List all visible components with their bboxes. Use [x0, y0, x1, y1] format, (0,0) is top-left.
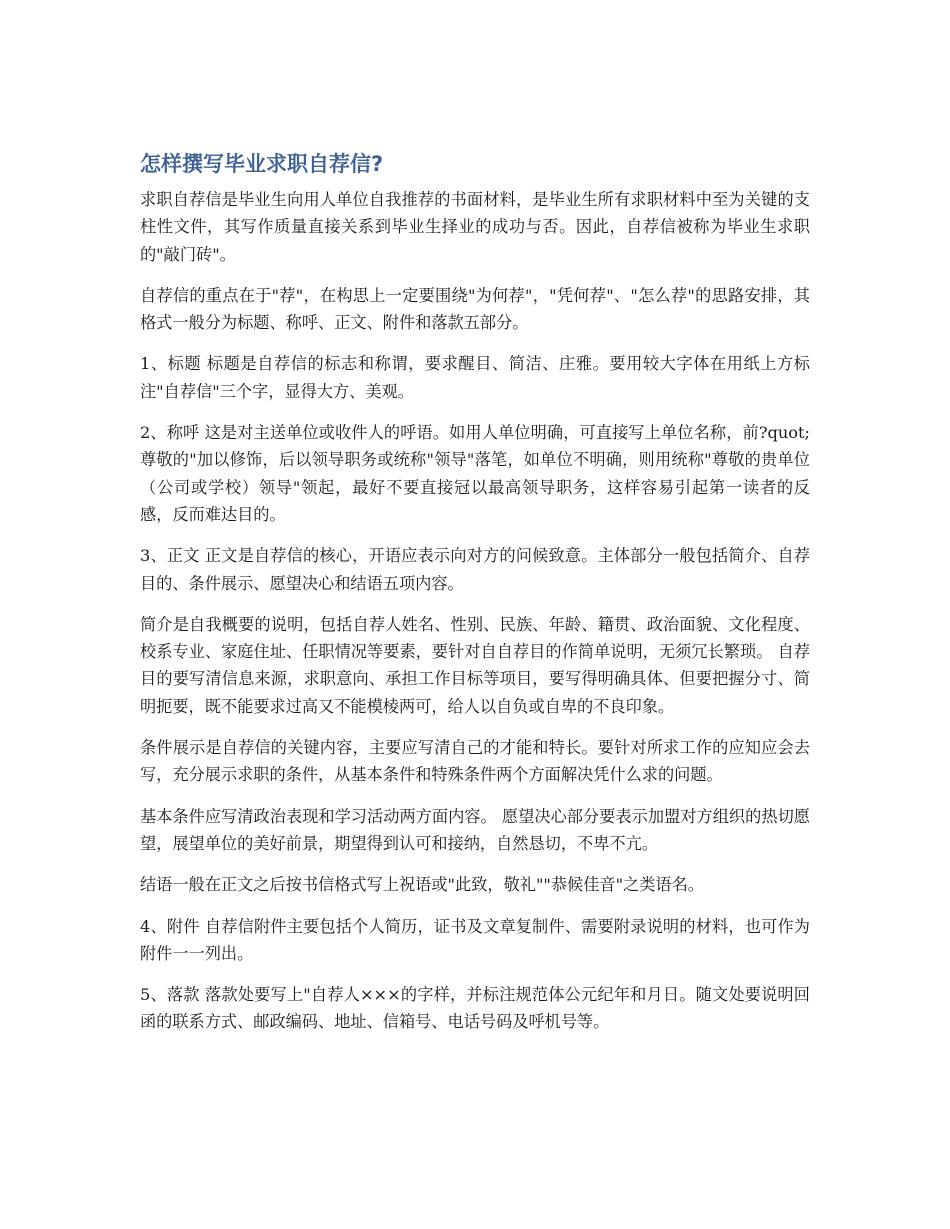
paragraph-introduction-purpose: 简介是自我概要的说明，包括自荐人姓名、性别、民族、年龄、籍贯、政治面貌、文化程度、校系专业、家庭住址、任职情况等要素，要针对自自荐目的作简单说明，无须冗长繁琐。 自荐目的要写清信息来源，求职意向、承担工作目标等项目，要写得明确具体、但要把握分寸、简明扼要，既不能要求过高又不能模棱两可，给人以自负或自卑的不良印象。 — [140, 614, 810, 716]
paragraph-section-salutation: 2、称呼 这是对主送单位或收件人的呼语。如用人单位明确，可直接写上单位名称，前?quot;尊敬的"加以修饰，后以领导职务或统称"领导"落笔，如单位不明确，则用统称"尊敬的贵单位（公司或学校）领导"领起，最好不要直接冠以最高领导职务，这样容易引起第一读者的反感，反而难达目的。 — [140, 423, 810, 524]
paragraph-basic-conditions: 基本条件应写清政治表现和学习活动两方面内容。 愿望决心部分要表示加盟对方组织的热切愿望，展望单位的美好前景，期望得到认可和接纳，自然恳切，不卑不亢。 — [140, 806, 810, 853]
paragraph-section-title: 1、标题 标题是自荐信的标志和称谓，要求醒目、简洁、庄雅。要用较大字体在用纸上方标注"自荐信"三个字，显得大方、美观。 — [140, 354, 810, 401]
paragraph-conditions: 条件展示是自荐信的关键内容，主要应写清自己的才能和特长。要针对所求工作的应知应会去写，充分展示求职的条件，从基本条件和特殊条件两个方面解决凭什么求的问题。 — [140, 738, 810, 785]
paragraph-section-body: 3、正文 正文是自荐信的核心，开语应表示向对方的问候致意。主体部分一般包括简介、自荐目的、条件展示、愿望决心和结语五项内容。 — [140, 546, 810, 593]
paragraph-closing: 结语一般在正文之后按书信格式写上祝语或"此致，敬礼""恭候佳音"之类语名。 — [140, 875, 704, 895]
paragraph-section-signature: 5、落款 落款处要写上"自荐人×××的字样，并标注规范体公元纪年和月日。随文处要说明回函的联系方式、邮政编码、地址、信箱号、电话号码及呼机号等。 — [140, 985, 810, 1032]
document-body — [140, 148, 810, 1050]
paragraph-intro: 求职自荐信是毕业生向用人单位自我推荐的书面材料，是毕业生所有求职材料中至为关键的支柱性文件，其写作质量直接关系到毕业生择业的成功与否。因此，自荐信被称为毕业生求职的"敲门砖"。 — [140, 190, 810, 264]
paragraph-key-point: 自荐信的重点在于"荐"，在构思上一定要围绕"为何荐"，"凭何荐"、"怎么荐"的思路安排，其格式一般分为标题、称呼、正文、附件和落款五部分。 — [140, 285, 810, 333]
document-title: 怎样撰写毕业求职自荐信? — [140, 152, 384, 176]
paragraph-section-attachment: 4、附件 自荐信附件主要包括个人简历，证书及文章复制件、需要附录说明的材料，也可作为附件一一列出。 — [140, 916, 810, 963]
